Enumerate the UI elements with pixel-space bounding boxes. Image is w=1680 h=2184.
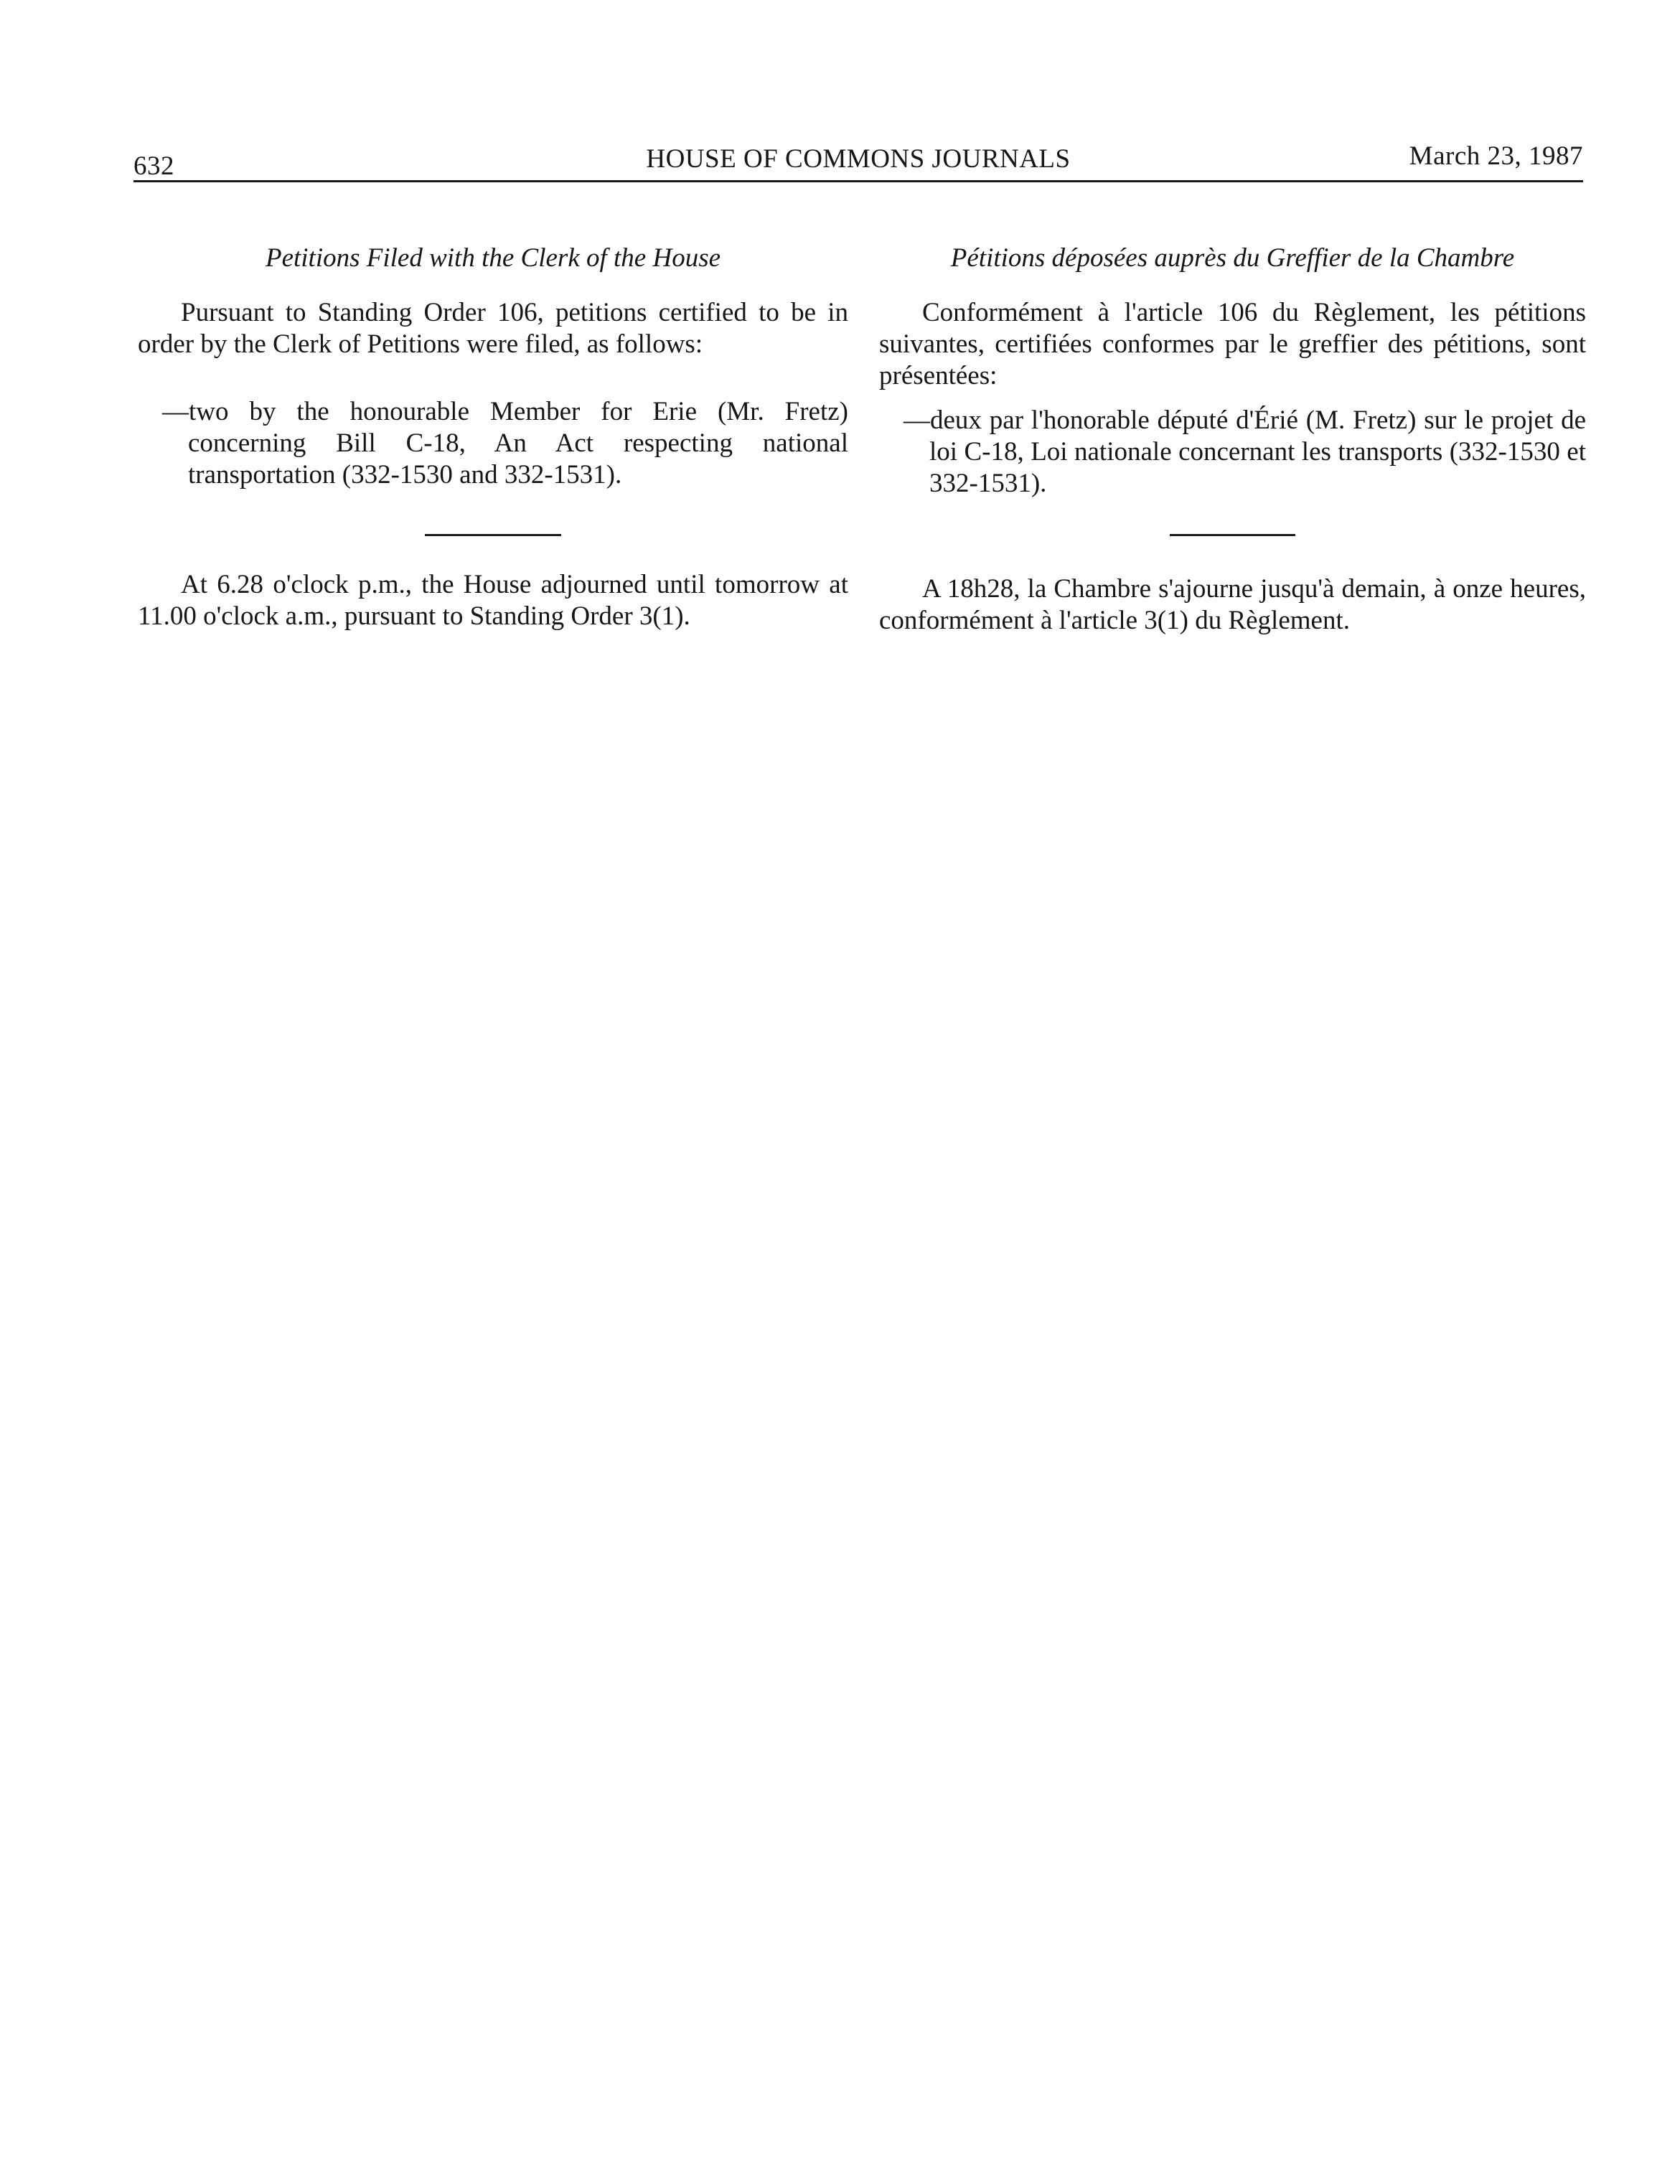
french-column (879, 243, 1586, 637)
english-petition-item: —two by the honourable Member for Erie (Mr. Fretz) concerning Bill C-18, An Act respecting national transportation (332-1530 and 332-1531). (162, 397, 848, 489)
english-section-heading: Petitions Filed with the Clerk of the House (265, 243, 721, 273)
running-head (133, 141, 1583, 184)
french-separator-rule (1170, 534, 1295, 536)
french-intro-paragraph: Conformément à l'article 106 du Règlement, les pétitions suivantes, certifiées conformes par le greffier des pétitions, sont présentées: (879, 298, 1586, 390)
page-number: 632 (133, 151, 174, 181)
journal-title: HOUSE OF COMMONS JOURNALS (646, 144, 1071, 174)
french-petition-item: —deux par l'honorable député d'Érié (M. Fretz) sur le projet de loi C-18, Loi nationale concernant les transports (332-1530 et 332-1531). (904, 406, 1586, 498)
french-section-heading: Pétitions déposées auprès du Greffier de la Chambre (950, 243, 1515, 273)
english-adjournment-paragraph: At 6.28 o'clock p.m., the House adjourned until tomorrow at 11.00 o'clock a.m., pursuant to Standing Order 3(1). (138, 570, 848, 631)
header-rule (133, 180, 1583, 182)
english-intro-paragraph: Pursuant to Standing Order 106, petitions certified to be in order by the Clerk of Petitions were filed, as follows: (138, 298, 848, 359)
english-column (138, 243, 848, 632)
french-adjournment-paragraph: A 18h28, la Chambre s'ajourne jusqu'à demain, à onze heures, conformément à l'article 3(1) du Règlement. (879, 574, 1586, 635)
english-separator-rule (425, 534, 561, 536)
journal-date: March 23, 1987 (1409, 141, 1583, 171)
